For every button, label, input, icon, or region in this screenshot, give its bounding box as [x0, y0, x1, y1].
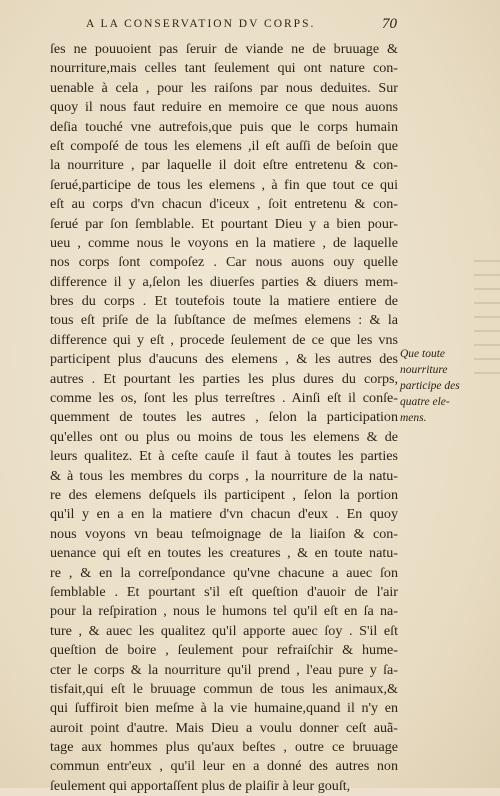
show-through-bleed: [474, 260, 500, 380]
text-line: uenable à cela , pour les raiſons par nous deduites. Sur: [50, 79, 398, 96]
running-title: A LA CONSERVATION DV CORPS.: [86, 18, 316, 30]
body-text: [50, 40, 398, 796]
text-line: queſtion de boire , ſeulement pour refraiſchir & hume-: [50, 642, 398, 659]
text-line: auroit point d'autre. Mais Dieu a voulu donner ceſt auã-: [50, 719, 398, 736]
page-number: 70: [382, 16, 397, 32]
margin-note-line: nourriture: [400, 364, 448, 376]
text-line: leurs qualitez. Et à ceſte cauſe il faut à toutes les parties: [50, 448, 398, 465]
text-line: difference qui y eſt , procede ſeulement de ce que les vns: [50, 331, 398, 348]
text-line: bres du corps . Et toutefois toute la matiere entiere de: [50, 293, 398, 310]
text-line: tisfait,qui eſt le bruuage commun de tous les animaux,&: [50, 680, 398, 697]
text-line: eſt au corps d'vn chacun d'iceux , ſoit entretenu & con-: [50, 196, 398, 213]
margin-note-line: participe des: [400, 380, 460, 392]
text-line: qu'elles ont ou plus ou moins de tous les elemens & de: [50, 428, 398, 445]
text-line: difference il y a,ſelon les diuerſes parties & diuers mem-: [50, 273, 398, 290]
text-line: ſemblable . Et pourtant s'il eſt queſtion d'auoir de l'air: [50, 583, 398, 600]
text-line: ſes ne pouuoient pas ſeruir de viande ne de bruuage &: [50, 41, 398, 57]
text-line: quemment de toutes les autres , ſelon la participation: [50, 409, 398, 426]
text-line: ture , & auec les qualitez qu'il apporte auec ſoy . S'il eſt: [50, 622, 398, 639]
text-line: comme les os, ſont les plus terreſtres . Ainſi eſt il conſe-: [50, 390, 398, 407]
text-line: uenance qui eſt en toutes les creatures , & en toute natu-: [50, 545, 398, 562]
text-line: nos corps ſont compoſez . Car nous auons ouy quelle: [50, 254, 398, 271]
text-line: pour la reſpiration , nous le humons tel qu'il eſt en ſa na-: [50, 603, 398, 620]
text-line: ſerué,participe de tous les elemens , à fin que tout ce qui: [50, 176, 398, 193]
text-line: commun entr'eux , qu'il leur en a donné des autres non: [50, 758, 398, 775]
text-line: quoy il nous faut reduire en memoire ce que nous auons: [50, 99, 398, 116]
text-line: re des elemens deſquels ils participent , ſelon la portion: [50, 486, 398, 503]
margin-note-line: Que toute: [400, 348, 446, 360]
margin-note-line: quatre ele-: [400, 396, 450, 408]
text-line: qu'il y en a en la matiere d'vn chacun d'eux . En quoy: [50, 506, 398, 523]
text-line: tous eſt priſe de la ſubſtance de meſmes elemens : & la: [50, 312, 398, 329]
text-line: re , & en la correſpondance qu'vne chacune a auec ſon: [50, 564, 398, 581]
text-line: ſerué par ſon ſemblable. Et pourtant Dieu y a bien pour-: [50, 215, 398, 232]
text-line: nourriture,mais celles tant ſeulement qui ont nature con-: [50, 60, 398, 77]
text-line: cter le corps & la nourriture qu'il prend , l'eau pure y ſa-: [50, 661, 398, 678]
text-line: la nourriture , par laquelle il doit eſtre entretenu & con-: [50, 157, 398, 174]
text-line: deſia touché vne autrefois,que puis que le corps humain: [50, 118, 398, 135]
text-line: & à tous les membres du corps , la nourriture de la natu-: [50, 467, 398, 484]
text-line: ſeulement qui apportaſſent plus de plaiſir à leur gouſt,: [50, 777, 351, 794]
text-line: nous voyons vn beau teſmoignage de la liaiſon & con-: [50, 525, 398, 542]
text-line: eſt compoſé de tous les elemens ,il eſt auſſi de beſoin que: [50, 137, 398, 154]
text-line: participent plus d'aucuns des elemens , & les autres des: [50, 351, 398, 368]
margin-note-line: mens.: [400, 412, 427, 424]
text-line: tage aux hommes plus qu'aux beſtes , outre ce bruuage: [50, 739, 398, 756]
text-line: autres . Et pourtant les parties les plus dures du corps,: [50, 370, 398, 387]
text-line: qui ſuffiroit bien meſme à la vie humaine,quand il n'y en: [50, 700, 398, 717]
text-line: ueu , comme nous le voyons en la matiere , de laquelle: [50, 234, 398, 251]
